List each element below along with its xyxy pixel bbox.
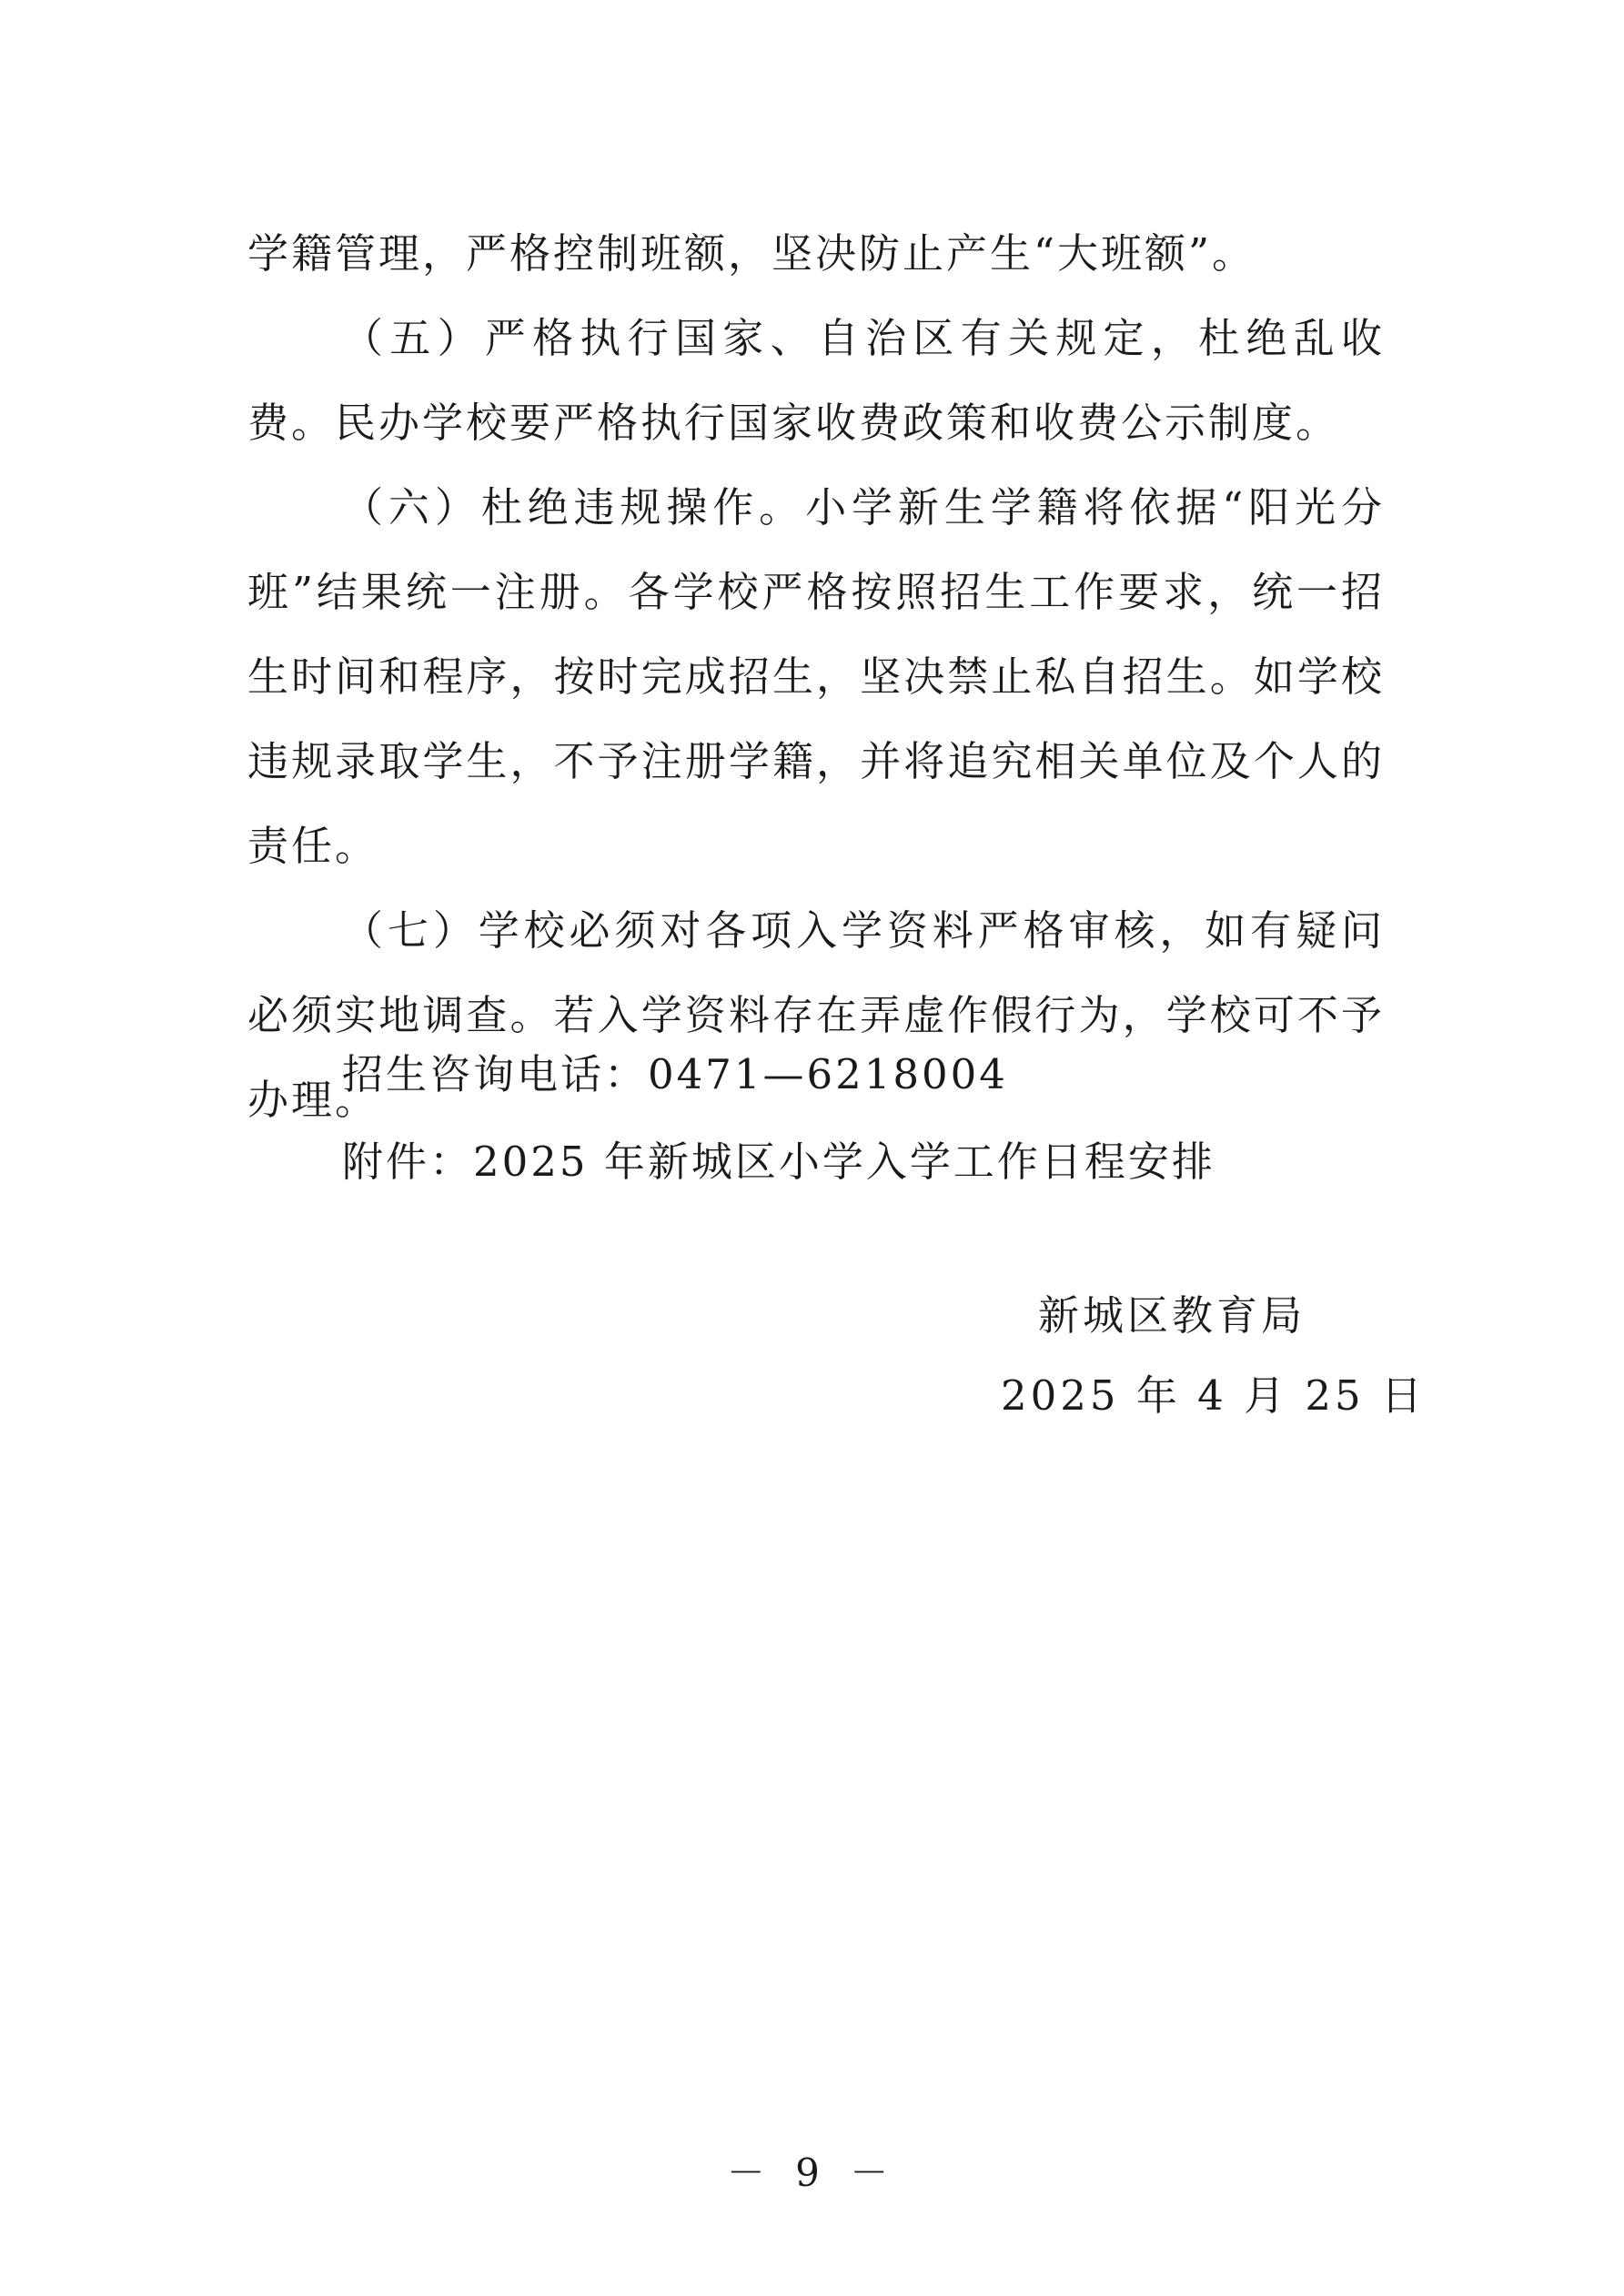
issuer-name: 新城区教育局	[1038, 1291, 1306, 1340]
paragraph-item-6: （六）杜绝违规操作。小学新生学籍将依据“阳光分班”结果统一注册。各学校严格按照招生工作要求，统一招生时间和程序，按时完成招生，坚决禁止私自招生。如学校违规录取学生，不予注册学籍，并将追究相关单位及个人的责任。	[247, 483, 1385, 870]
paragraph-item-7: （七）学校必须对各项入学资料严格审核，如有疑问必须实地调查。若入学资料存在弄虚作假行为，学校可不予办理。	[247, 906, 1385, 1124]
attachment-line: 附件：2025 年新城区小学入学工作日程安排	[342, 1138, 1215, 1186]
paragraph-continuation: 学籍管理，严格控制班额，坚决防止产生“大班额”。	[247, 229, 1256, 278]
page-number: － 9 －	[726, 2150, 898, 2195]
paragraph-item-5: （五）严格执行国家、自治区有关规定，杜绝乱收费。民办学校要严格执行国家收费政策和收费公示制度。	[247, 314, 1385, 447]
contact-phone-line: 招生咨询电话：0471—6218004	[342, 1050, 1008, 1098]
issue-date: 2025 年 4 月 25 日	[1001, 1371, 1426, 1420]
contact-and-attachment	[342, 1031, 1388, 1206]
document-body	[247, 211, 1385, 1142]
